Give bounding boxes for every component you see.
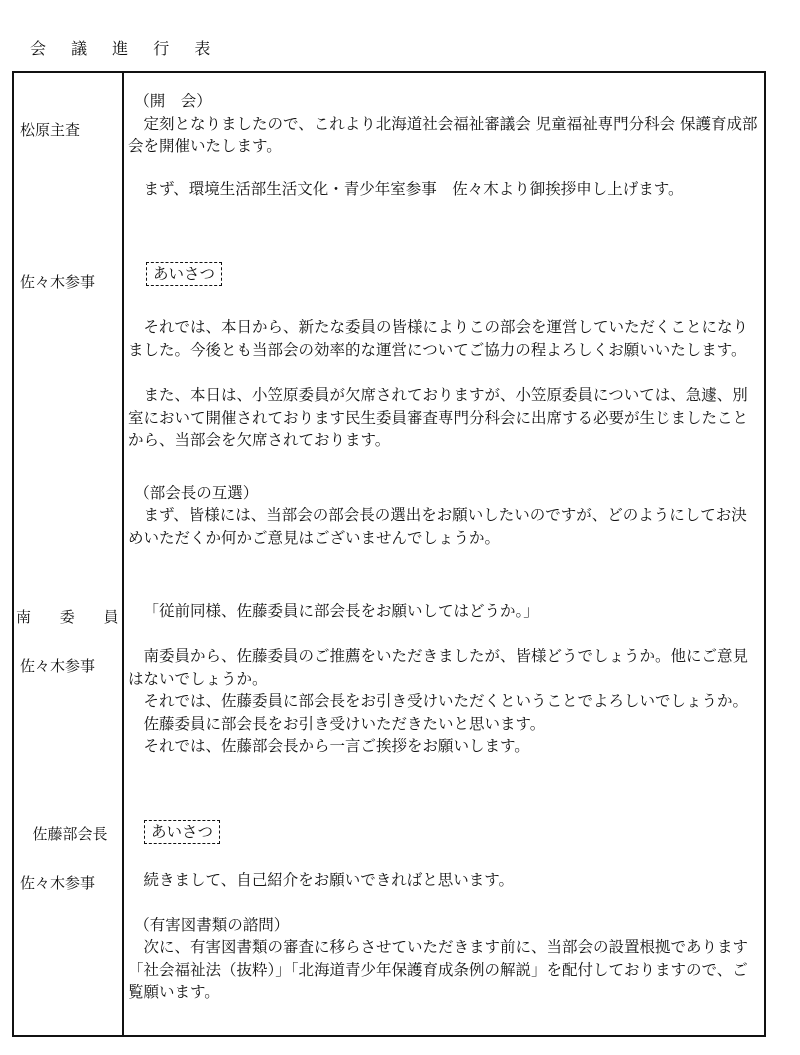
speaker-label: 松原主査 (20, 121, 81, 139)
speaker-label: 佐々木参事 (20, 874, 96, 892)
speech-block (128, 262, 758, 286)
speech-paragraph: まず、環境生活部生活文化・青少年室参事 佐々木より御挨拶申し上げます。 (143, 179, 684, 198)
speaker-label: 佐藤部会長 (32, 825, 108, 843)
section-heading: （開 会） (134, 92, 212, 110)
speech-paragraph: 定刻となりましたので、これより北海道社会福祉審議会 児童福祉専門分科会 保護育成部会を開催いたします。 (128, 114, 758, 155)
section-heading: （部会長の互選） (134, 483, 259, 502)
section-heading: （有害図書類の諮問） (134, 915, 290, 934)
speech-paragraph: 「従前同様、佐藤委員に部会長をお願いしてはどうか。」 (143, 602, 539, 620)
speech-block (128, 316, 758, 549)
speech-block (128, 600, 758, 623)
speech-paragraph: 南委員から、佐藤委員のご推薦をいただきましたが、皆様どうでしょうか。他にご意見はないでしょうか。 (128, 647, 749, 688)
page-title: 会 議 進 行 表 (30, 39, 221, 58)
speech-paragraph: それでは、佐藤部会長から一言ご挨拶をお願いします。 (143, 737, 530, 755)
speech-block (128, 869, 758, 1004)
speech-block (128, 820, 758, 844)
speech-block (128, 90, 758, 200)
speech-paragraph: また、本日は、小笠原委員が欠席されておりますが、小笠原委員については、急遽、別室において開催されております民生委員審査専門分科会に出席する必要が生じましたことから、当部会を欠席されております。 (128, 386, 749, 449)
speech-block (128, 645, 758, 758)
speech-paragraph: それでは、佐藤委員に部会長をお引き受けいただくということでよろしいでしょうか。 (143, 692, 749, 710)
greeting-box: あいさつ (146, 262, 222, 286)
speech-paragraph: 続きまして、自己紹介をお願いできればと思います。 (143, 871, 514, 889)
speaker-label: 佐々木参事 (20, 657, 96, 675)
speech-paragraph: まず、皆様には、当部会の部会長の選出をお願いしたいのですが、どのようにしてお決めいただくか何かご意見はございませんでしょうか。 (128, 506, 747, 547)
greeting-box: あいさつ (144, 820, 220, 844)
speech-paragraph: 次に、有害図書類の審査に移らさせていただきます前に、当部会の設置根拠であります「社会福祉法（抜粋）」「北海道青少年保護育成条例の解説」を配付しておりますので、ご覧願います。 (128, 938, 749, 1001)
speech-paragraph: 佐藤委員に部会長をお引き受けいただきたいと思います。 (143, 714, 546, 733)
speaker-label: 南 委 員 (16, 608, 131, 626)
speaker-label: 佐々木参事 (20, 273, 96, 291)
speech-paragraph: それでは、本日から、新たな委員の皆様によりこの部会を運営していただくことになりました。今後とも当部会の効率的な運営についてご協力の程よろしくお願いいたします。 (128, 318, 749, 359)
